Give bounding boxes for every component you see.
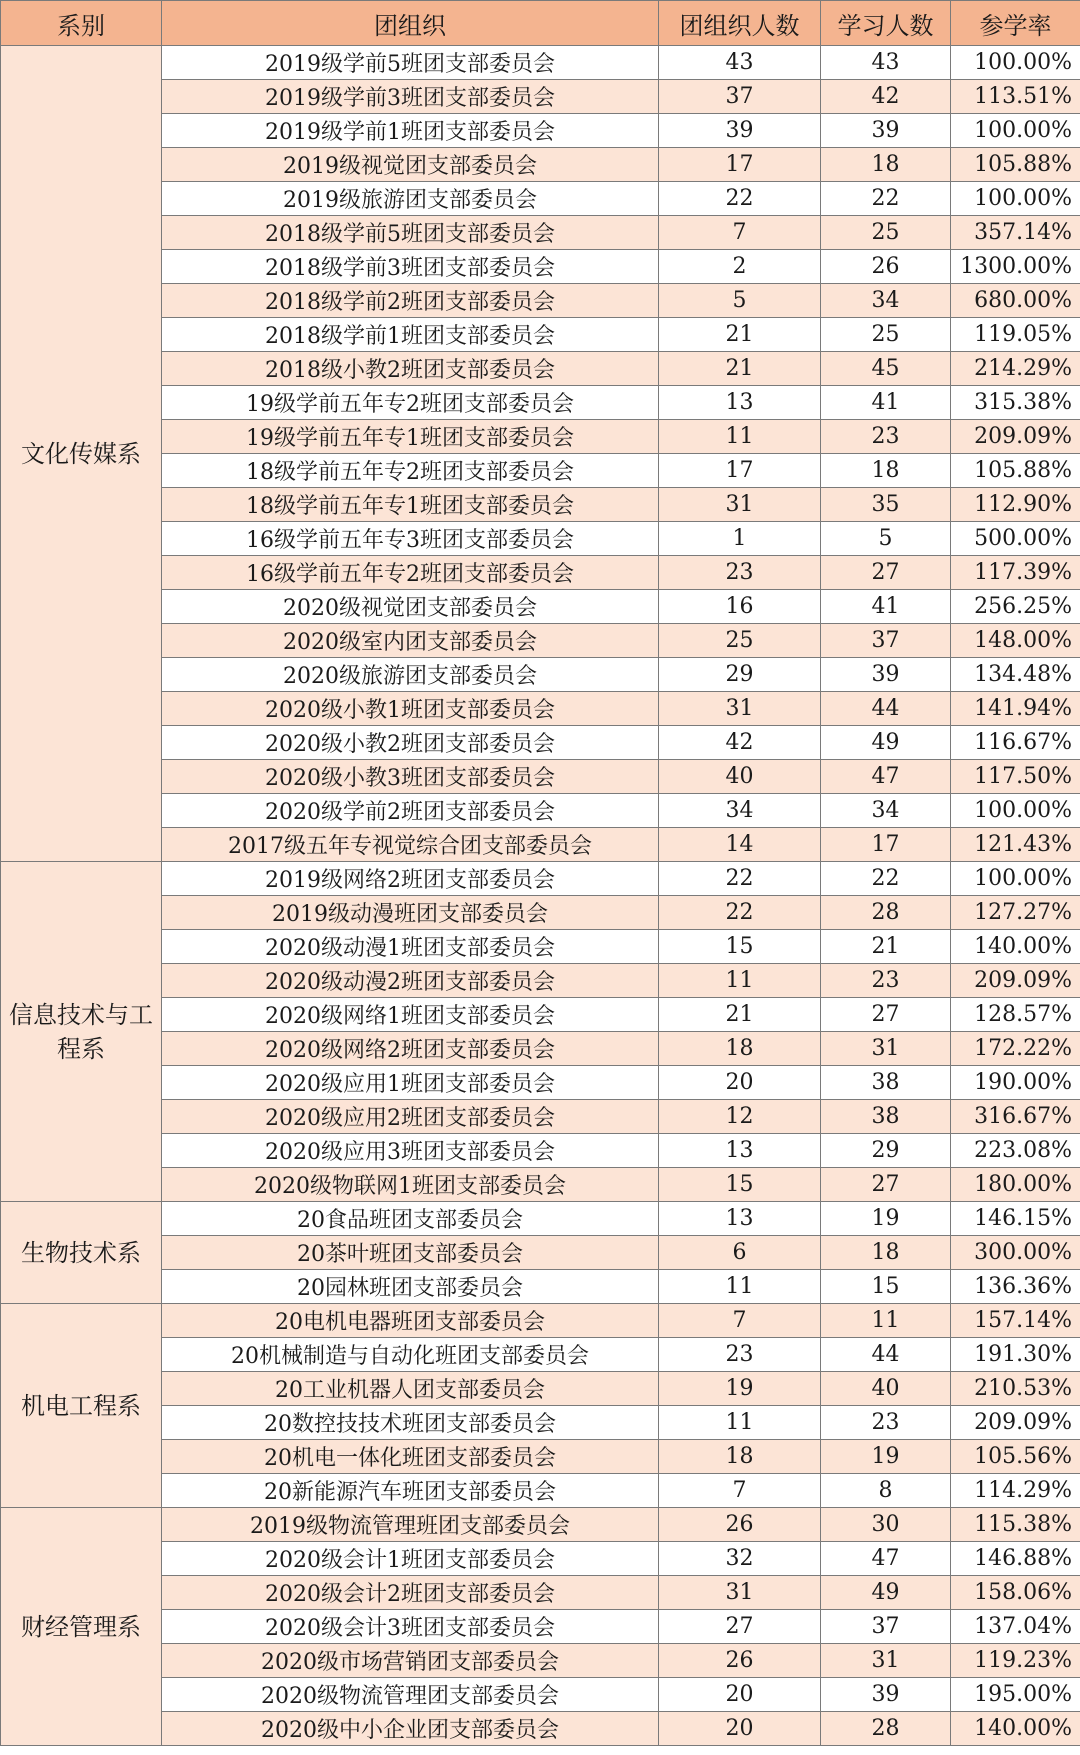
- study-count-cell: 30: [821, 1508, 951, 1542]
- study-count-cell: 21: [821, 930, 951, 964]
- participation-rate-cell: 210.53%: [951, 1372, 1080, 1406]
- organization-cell: 2018级学前2班团支部委员会: [162, 284, 659, 318]
- organization-cell: 20园林班团支部委员会: [162, 1270, 659, 1304]
- member-count-cell: 22: [659, 896, 821, 930]
- organization-cell: 2020级会计3班团支部委员会: [162, 1610, 659, 1644]
- study-count-cell: 39: [821, 658, 951, 692]
- participation-rate-cell: 209.09%: [951, 964, 1080, 998]
- participation-rate-cell: 141.94%: [951, 692, 1080, 726]
- participation-rate-cell: 157.14%: [951, 1304, 1080, 1338]
- study-count-cell: 28: [821, 1712, 951, 1746]
- study-count-cell: 45: [821, 352, 951, 386]
- participation-rate-cell: 190.00%: [951, 1066, 1080, 1100]
- organization-cell: 2019级物流管理班团支部委员会: [162, 1508, 659, 1542]
- member-count-cell: 11: [659, 1270, 821, 1304]
- study-count-cell: 47: [821, 1542, 951, 1576]
- table-row: [1, 692, 1080, 726]
- organization-cell: 20机电一体化班团支部委员会: [162, 1440, 659, 1474]
- member-count-cell: 11: [659, 964, 821, 998]
- table-row: [1, 386, 1080, 420]
- table-row: [1, 1440, 1080, 1474]
- study-count-cell: 5: [821, 522, 951, 556]
- table-row: [1, 488, 1080, 522]
- study-count-cell: 27: [821, 1168, 951, 1202]
- participation-rate-cell: 137.04%: [951, 1610, 1080, 1644]
- table-row: [1, 1066, 1080, 1100]
- study-count-cell: 25: [821, 216, 951, 250]
- member-count-cell: 25: [659, 624, 821, 658]
- study-count-cell: 29: [821, 1134, 951, 1168]
- organization-cell: 20工业机器人团支部委员会: [162, 1372, 659, 1406]
- study-count-cell: 28: [821, 896, 951, 930]
- table-row: [1, 1134, 1080, 1168]
- department-name: 信息技术与工程系: [1, 862, 162, 1202]
- member-count-cell: 18: [659, 1440, 821, 1474]
- study-count-cell: 8: [821, 1474, 951, 1508]
- organization-cell: 2020级旅游团支部委员会: [162, 658, 659, 692]
- participation-rate-cell: 105.88%: [951, 148, 1080, 182]
- study-count-cell: 15: [821, 1270, 951, 1304]
- participation-rate-cell: 158.06%: [951, 1576, 1080, 1610]
- member-count-cell: 15: [659, 1168, 821, 1202]
- study-count-cell: 17: [821, 828, 951, 862]
- table-row: [1, 828, 1080, 862]
- table-row: [1, 522, 1080, 556]
- participation-rate-cell: 100.00%: [951, 114, 1080, 148]
- table-row: [1, 1032, 1080, 1066]
- organization-cell: 2020级应用2班团支部委员会: [162, 1100, 659, 1134]
- organization-cell: 2018级学前3班团支部委员会: [162, 250, 659, 284]
- participation-rate-cell: 500.00%: [951, 522, 1080, 556]
- organization-cell: 20数控技技术班团支部委员会: [162, 1406, 659, 1440]
- department-name: 生物技术系: [1, 1202, 162, 1304]
- organization-cell: 2018级学前5班团支部委员会: [162, 216, 659, 250]
- organization-cell: 19级学前五年专2班团支部委员会: [162, 386, 659, 420]
- table-row: [1, 1338, 1080, 1372]
- member-count-cell: 20: [659, 1712, 821, 1746]
- study-count-cell: 25: [821, 318, 951, 352]
- member-count-cell: 7: [659, 1474, 821, 1508]
- table-row: [1, 250, 1080, 284]
- study-count-cell: 11: [821, 1304, 951, 1338]
- participation-rate-cell: 300.00%: [951, 1236, 1080, 1270]
- study-count-cell: 37: [821, 1610, 951, 1644]
- participation-rate-cell: 113.51%: [951, 80, 1080, 114]
- header-member-count: 团组织人数: [659, 1, 821, 46]
- member-count-cell: 21: [659, 318, 821, 352]
- table-row: [1, 590, 1080, 624]
- organization-cell: 2020级物联网1班团支部委员会: [162, 1168, 659, 1202]
- study-count-cell: 18: [821, 1236, 951, 1270]
- organization-cell: 2020级动漫1班团支部委员会: [162, 930, 659, 964]
- organization-cell: 2020级小教2班团支部委员会: [162, 726, 659, 760]
- member-count-cell: 43: [659, 46, 821, 80]
- member-count-cell: 11: [659, 1406, 821, 1440]
- table-row: [1, 726, 1080, 760]
- member-count-cell: 23: [659, 556, 821, 590]
- participation-rate-cell: 119.05%: [951, 318, 1080, 352]
- organization-cell: 2020级市场营销团支部委员会: [162, 1644, 659, 1678]
- study-count-cell: 47: [821, 760, 951, 794]
- member-count-cell: 27: [659, 1610, 821, 1644]
- header-organization: 团组织: [162, 1, 659, 46]
- header-department: 系别: [1, 1, 162, 46]
- organization-cell: 2020级动漫2班团支部委员会: [162, 964, 659, 998]
- study-count-cell: 41: [821, 590, 951, 624]
- organization-cell: 2020级学前2班团支部委员会: [162, 794, 659, 828]
- member-count-cell: 19: [659, 1372, 821, 1406]
- member-count-cell: 13: [659, 1134, 821, 1168]
- study-count-cell: 41: [821, 386, 951, 420]
- table-row: [1, 1542, 1080, 1576]
- table-row: [1, 1678, 1080, 1712]
- organization-cell: 2020级会计2班团支部委员会: [162, 1576, 659, 1610]
- member-count-cell: 5: [659, 284, 821, 318]
- study-count-cell: 35: [821, 488, 951, 522]
- organization-cell: 16级学前五年专3班团支部委员会: [162, 522, 659, 556]
- participation-rate-cell: 256.25%: [951, 590, 1080, 624]
- member-count-cell: 21: [659, 352, 821, 386]
- organization-cell: 2018级小教2班团支部委员会: [162, 352, 659, 386]
- member-count-cell: 29: [659, 658, 821, 692]
- organization-cell: 20食品班团支部委员会: [162, 1202, 659, 1236]
- study-count-cell: 19: [821, 1440, 951, 1474]
- study-count-cell: 34: [821, 284, 951, 318]
- member-count-cell: 11: [659, 420, 821, 454]
- member-count-cell: 15: [659, 930, 821, 964]
- organization-cell: 20机械制造与自动化班团支部委员会: [162, 1338, 659, 1372]
- participation-rate-cell: 105.88%: [951, 454, 1080, 488]
- member-count-cell: 17: [659, 454, 821, 488]
- table-row: [1, 182, 1080, 216]
- organization-cell: 2018级学前1班团支部委员会: [162, 318, 659, 352]
- study-count-cell: 39: [821, 114, 951, 148]
- table-row: [1, 1474, 1080, 1508]
- member-count-cell: 39: [659, 114, 821, 148]
- participation-rate-cell: 117.39%: [951, 556, 1080, 590]
- member-count-cell: 2: [659, 250, 821, 284]
- table-row: [1, 148, 1080, 182]
- organization-cell: 2020级小教3班团支部委员会: [162, 760, 659, 794]
- table-row: [1, 896, 1080, 930]
- study-count-cell: 31: [821, 1032, 951, 1066]
- organization-cell: 2020级网络1班团支部委员会: [162, 998, 659, 1032]
- table-row: [1, 862, 1080, 896]
- participation-rate-cell: 100.00%: [951, 46, 1080, 80]
- participation-rate-cell: 116.67%: [951, 726, 1080, 760]
- participation-rate-cell: 357.14%: [951, 216, 1080, 250]
- organization-cell: 2020级室内团支部委员会: [162, 624, 659, 658]
- study-count-cell: 19: [821, 1202, 951, 1236]
- table-row: [1, 1236, 1080, 1270]
- table-row: [1, 284, 1080, 318]
- department-name: 机电工程系: [1, 1304, 162, 1508]
- participation-rate-cell: 136.36%: [951, 1270, 1080, 1304]
- participation-rate-cell: 315.38%: [951, 386, 1080, 420]
- study-count-cell: 42: [821, 80, 951, 114]
- table-row: [1, 1576, 1080, 1610]
- member-count-cell: 7: [659, 1304, 821, 1338]
- study-count-cell: 38: [821, 1066, 951, 1100]
- participation-rate-cell: 172.22%: [951, 1032, 1080, 1066]
- organization-cell: 2019级动漫班团支部委员会: [162, 896, 659, 930]
- study-count-cell: 23: [821, 964, 951, 998]
- table-row: [1, 1406, 1080, 1440]
- participation-rate-cell: 128.57%: [951, 998, 1080, 1032]
- participation-rate-cell: 680.00%: [951, 284, 1080, 318]
- department-name: 文化传媒系: [1, 46, 162, 862]
- participation-rate-cell: 112.90%: [951, 488, 1080, 522]
- study-count-cell: 39: [821, 1678, 951, 1712]
- member-count-cell: 20: [659, 1678, 821, 1712]
- department-name: 财经管理系: [1, 1508, 162, 1746]
- participation-rate-cell: 134.48%: [951, 658, 1080, 692]
- organization-cell: 2020级网络2班团支部委员会: [162, 1032, 659, 1066]
- participation-rate-cell: 146.15%: [951, 1202, 1080, 1236]
- table-row: [1, 794, 1080, 828]
- table-row: [1, 556, 1080, 590]
- organization-cell: 20新能源汽车班团支部委员会: [162, 1474, 659, 1508]
- member-count-cell: 31: [659, 692, 821, 726]
- organization-cell: 2019级学前1班团支部委员会: [162, 114, 659, 148]
- study-count-cell: 26: [821, 250, 951, 284]
- participation-rate-cell: 117.50%: [951, 760, 1080, 794]
- organization-cell: 2020级物流管理团支部委员会: [162, 1678, 659, 1712]
- participation-rate-cell: 119.23%: [951, 1644, 1080, 1678]
- member-count-cell: 6: [659, 1236, 821, 1270]
- member-count-cell: 13: [659, 1202, 821, 1236]
- participation-rate-cell: 146.88%: [951, 1542, 1080, 1576]
- participation-rate-cell: 316.67%: [951, 1100, 1080, 1134]
- organization-cell: 18级学前五年专1班团支部委员会: [162, 488, 659, 522]
- participation-rate-cell: 140.00%: [951, 1712, 1080, 1746]
- study-count-cell: 31: [821, 1644, 951, 1678]
- study-count-cell: 27: [821, 998, 951, 1032]
- participation-rate-cell: 180.00%: [951, 1168, 1080, 1202]
- table-row: [1, 1168, 1080, 1202]
- participation-rate-cell: 100.00%: [951, 794, 1080, 828]
- study-count-cell: 37: [821, 624, 951, 658]
- table-row: [1, 216, 1080, 250]
- table-row: [1, 1100, 1080, 1134]
- member-count-cell: 22: [659, 182, 821, 216]
- table-row: [1, 46, 1080, 80]
- organization-cell: 19级学前五年专1班团支部委员会: [162, 420, 659, 454]
- member-count-cell: 31: [659, 1576, 821, 1610]
- table-row: [1, 964, 1080, 998]
- participation-rate-cell: 115.38%: [951, 1508, 1080, 1542]
- participation-rate-cell: 191.30%: [951, 1338, 1080, 1372]
- participation-rate-cell: 114.29%: [951, 1474, 1080, 1508]
- member-count-cell: 12: [659, 1100, 821, 1134]
- organization-cell: 2019级视觉团支部委员会: [162, 148, 659, 182]
- study-count-cell: 44: [821, 692, 951, 726]
- member-count-cell: 23: [659, 1338, 821, 1372]
- table-row: [1, 318, 1080, 352]
- participation-rate-cell: 100.00%: [951, 182, 1080, 216]
- member-count-cell: 14: [659, 828, 821, 862]
- organization-cell: 2020级视觉团支部委员会: [162, 590, 659, 624]
- organization-cell: 2020级中小企业团支部委员会: [162, 1712, 659, 1746]
- organization-cell: 2020级小教1班团支部委员会: [162, 692, 659, 726]
- header-study-count: 学习人数: [821, 1, 951, 46]
- table-row: [1, 454, 1080, 488]
- study-count-cell: 22: [821, 182, 951, 216]
- table-row: [1, 420, 1080, 454]
- study-count-cell: 49: [821, 726, 951, 760]
- participation-rate-cell: 121.43%: [951, 828, 1080, 862]
- header-participation-rate: 参学率: [951, 1, 1080, 46]
- organization-cell: 18级学前五年专2班团支部委员会: [162, 454, 659, 488]
- member-count-cell: 40: [659, 760, 821, 794]
- member-count-cell: 20: [659, 1066, 821, 1100]
- table-row: [1, 1372, 1080, 1406]
- member-count-cell: 22: [659, 862, 821, 896]
- table-body: [1, 46, 1080, 1746]
- member-count-cell: 32: [659, 1542, 821, 1576]
- organization-cell: 2020级应用1班团支部委员会: [162, 1066, 659, 1100]
- participation-rate-cell: 209.09%: [951, 1406, 1080, 1440]
- organization-cell: 2019级旅游团支部委员会: [162, 182, 659, 216]
- study-count-cell: 23: [821, 420, 951, 454]
- member-count-cell: 13: [659, 386, 821, 420]
- table-row: [1, 1644, 1080, 1678]
- participation-rate-cell: 195.00%: [951, 1678, 1080, 1712]
- table-row: [1, 998, 1080, 1032]
- header-row: [1, 1, 1080, 46]
- organization-cell: 20电机电器班团支部委员会: [162, 1304, 659, 1338]
- participation-rate-cell: 127.27%: [951, 896, 1080, 930]
- organization-cell: 2019级网络2班团支部委员会: [162, 862, 659, 896]
- participation-rate-cell: 1300.00%: [951, 250, 1080, 284]
- table-row: [1, 760, 1080, 794]
- participation-rate-cell: 148.00%: [951, 624, 1080, 658]
- organization-cell: 2017级五年专视觉综合团支部委员会: [162, 828, 659, 862]
- table-row: [1, 1508, 1080, 1542]
- member-count-cell: 42: [659, 726, 821, 760]
- study-count-cell: 27: [821, 556, 951, 590]
- study-count-cell: 43: [821, 46, 951, 80]
- member-count-cell: 34: [659, 794, 821, 828]
- study-count-cell: 44: [821, 1338, 951, 1372]
- organization-cell: 2020级应用3班团支部委员会: [162, 1134, 659, 1168]
- study-count-cell: 18: [821, 148, 951, 182]
- study-count-cell: 23: [821, 1406, 951, 1440]
- table-row: [1, 930, 1080, 964]
- study-count-cell: 38: [821, 1100, 951, 1134]
- member-count-cell: 17: [659, 148, 821, 182]
- participation-rate-cell: 214.29%: [951, 352, 1080, 386]
- table-row: [1, 1270, 1080, 1304]
- participation-rate-cell: 223.08%: [951, 1134, 1080, 1168]
- table-row: [1, 114, 1080, 148]
- participation-rate-cell: 100.00%: [951, 862, 1080, 896]
- organization-cell: 16级学前五年专2班团支部委员会: [162, 556, 659, 590]
- study-count-cell: 22: [821, 862, 951, 896]
- organization-cell: 2020级会计1班团支部委员会: [162, 1542, 659, 1576]
- table-row: [1, 658, 1080, 692]
- member-count-cell: 18: [659, 1032, 821, 1066]
- organization-cell: 2019级学前3班团支部委员会: [162, 80, 659, 114]
- table-row: [1, 624, 1080, 658]
- table-row: [1, 1202, 1080, 1236]
- member-count-cell: 16: [659, 590, 821, 624]
- organization-cell: 2019级学前5班团支部委员会: [162, 46, 659, 80]
- participation-rate-cell: 209.09%: [951, 420, 1080, 454]
- member-count-cell: 21: [659, 998, 821, 1032]
- table-row: [1, 1610, 1080, 1644]
- member-count-cell: 37: [659, 80, 821, 114]
- member-count-cell: 1: [659, 522, 821, 556]
- study-count-cell: 18: [821, 454, 951, 488]
- member-count-cell: 26: [659, 1644, 821, 1678]
- study-count-cell: 34: [821, 794, 951, 828]
- table-row: [1, 80, 1080, 114]
- table-row: [1, 352, 1080, 386]
- table-row: [1, 1712, 1080, 1746]
- member-count-cell: 7: [659, 216, 821, 250]
- member-count-cell: 31: [659, 488, 821, 522]
- member-count-cell: 26: [659, 1508, 821, 1542]
- participation-rate-cell: 105.56%: [951, 1440, 1080, 1474]
- study-count-cell: 49: [821, 1576, 951, 1610]
- organization-cell: 20茶叶班团支部委员会: [162, 1236, 659, 1270]
- study-count-cell: 40: [821, 1372, 951, 1406]
- table-row: [1, 1304, 1080, 1338]
- participation-rate-cell: 140.00%: [951, 930, 1080, 964]
